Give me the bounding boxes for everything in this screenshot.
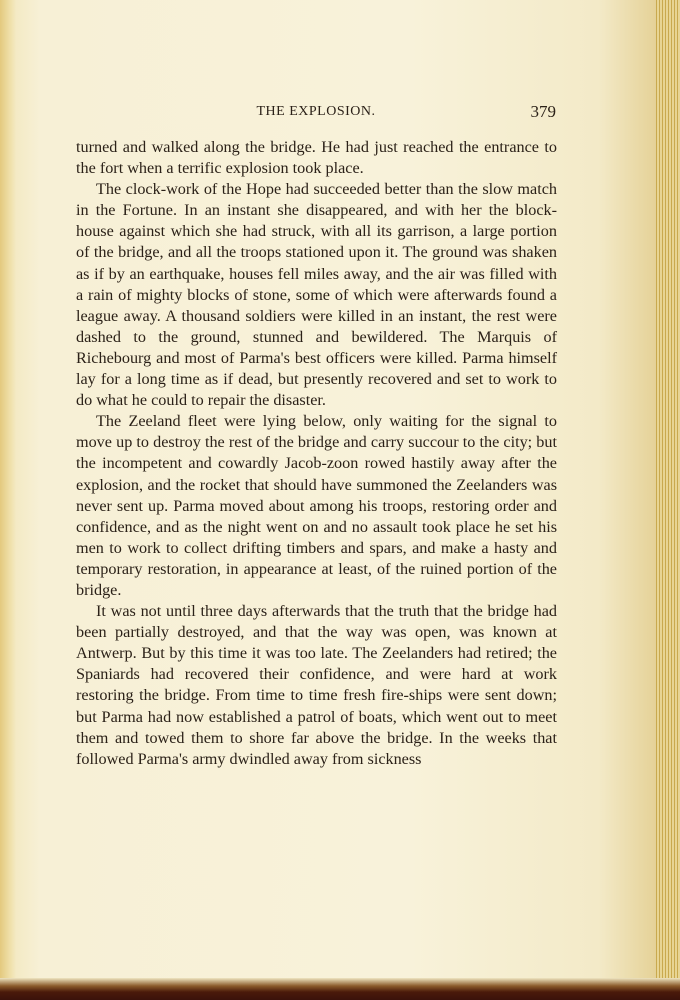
- paragraph: It was not until three days afterwards that the truth that the bridge had been partially destroyed, and that the way was open, was known at Antwerp. But by this time it was too late. The Zeelanders had retired; the Spaniards had recovered their confidence, and were hard at work restoring the bridge. From time to time fresh fire-ships were sent down; but Parma had now established a patrol of boats, which went out to meet them and towed them to shore far above the bridge. In the weeks that followed Parma's army dwindled away from sickness: [76, 602, 557, 768]
- body-text: [76, 137, 557, 770]
- running-head: THE EXPLOSION.: [256, 104, 376, 119]
- page-fore-edge: [656, 0, 680, 1000]
- paragraph: The clock-work of the Hope had succeeded better than the slow match in the Fortune. In an instant she disappeared, and with her the block-house against which she had struck, with all its garrison, a large portion of the bridge, and all the troops stationed upon it. The ground was shaken as if by an earthquake, houses fell miles away, and the air was filled with a rain of mighty blocks of stone, some of which were afterwards found a league away. A thousand soldiers were killed in an instant, the rest were dashed to the ground, stunned and bewildered. The Marquis of Richebourg and most of Parma's best officers were killed. Parma himself lay for a long time as if dead, but presently recovered and set to work to do what he could to repair the disaster.: [76, 180, 557, 410]
- page-gutter-edge: [0, 0, 16, 1000]
- page-number: 379: [530, 102, 556, 121]
- paragraph: turned and walked along the bridge. He had just reached the entrance to the fort when a terrific explosion took place.: [76, 138, 557, 178]
- page-bottom-edge: [0, 978, 680, 1000]
- paragraph: The Zeeland fleet were lying below, only waiting for the signal to move up to destroy the rest of the bridge and carry succour to the city; but the incompetent and cowardly Jacob-zoon rowed hastily away after the explosion, and the rocket that should have summoned the Zeelanders was never sent up. Parma moved about among his troops, restoring order and confidence, and as the night went on and no assault took place he set his men to work to collect drifting timbers and spars, and make a hasty and temporary restoration, in appearance at least, of the ruined portion of the bridge.: [76, 412, 557, 599]
- page-header: [76, 104, 556, 124]
